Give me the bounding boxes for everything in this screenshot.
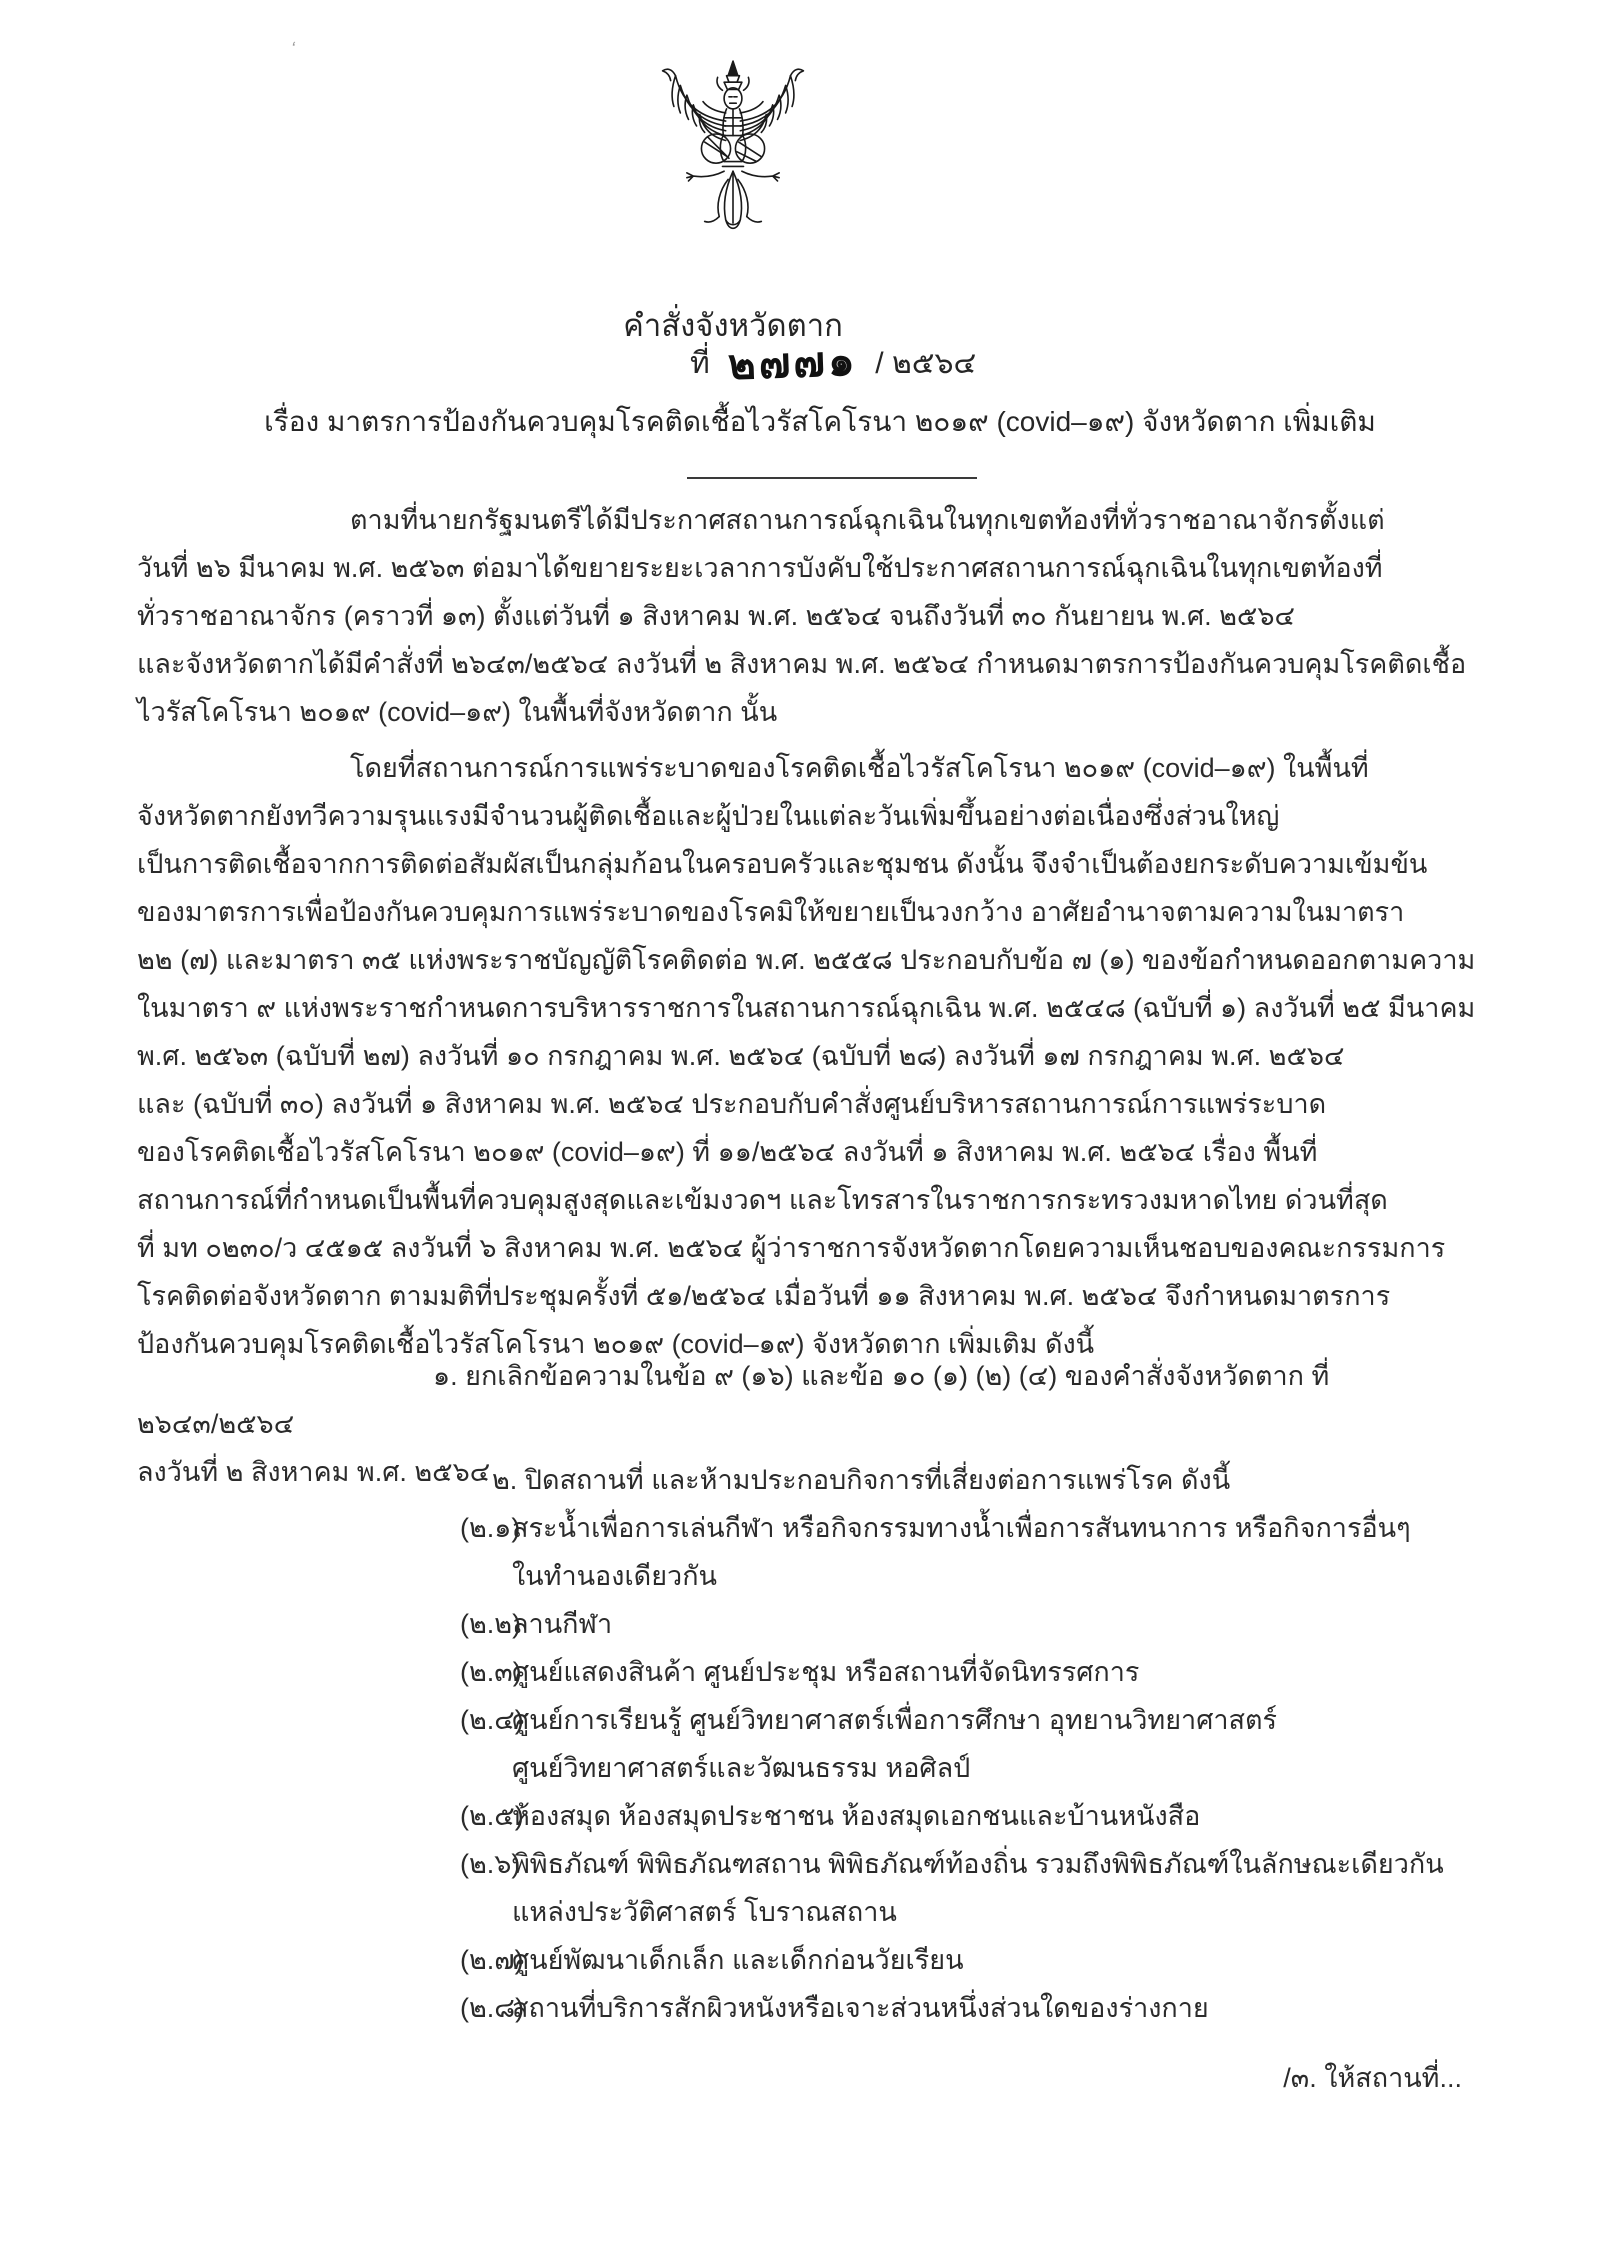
garuda-emblem: [648, 42, 818, 260]
list-item-text: แหล่งประวัติศาสตร์ โบราณสถาน: [512, 1897, 897, 1927]
list-item: [137, 1840, 1477, 1888]
text-line: ลงวันที่ ๒ สิงหาคม พ.ศ. ๒๕๖๔: [137, 1457, 491, 1487]
list-item: [137, 1648, 1477, 1696]
list-item: [137, 1696, 1477, 1744]
list-item: [137, 1792, 1477, 1840]
list-item-marker: (๒.๘): [460, 1993, 525, 2023]
continuation-footer: /๓. ให้สถานที่...: [1283, 2063, 1462, 2093]
list-item-text: ศูนย์วิทยาศาสตร์และวัฒนธรรม หอศิลป์: [512, 1753, 971, 1783]
list-item-text: ลานกีฬา: [512, 1609, 613, 1639]
text-line: โดยที่สถานการณ์การแพร่ระบาดของโรคติดเชื้อไวรัสโคโรนา ๒๐๑๙ (covid–๑๙) ในพื้นที่: [350, 753, 1369, 783]
order-item-2-sublist: [137, 1504, 1477, 2032]
list-item-marker: (๒.๔): [460, 1705, 524, 1735]
text-line: ของมาตรการเพื่อป้องกันควบคุมการแพร่ระบาดของโรคมิให้ขยายเป็นวงกว้าง อาศัยอำนาจตามความในมาตรา: [137, 897, 1405, 927]
list-item-text: ศูนย์พัฒนาเด็กเล็ก และเด็กก่อนวัยเรียน: [512, 1945, 964, 1975]
list-item-marker: (๒.๑): [460, 1513, 521, 1543]
list-item: [137, 1504, 1477, 1552]
list-item-marker: (๒.๓): [460, 1657, 522, 1687]
list-item-text: ในทำนองเดียวกัน: [512, 1561, 718, 1591]
list-item-text: ศูนย์การเรียนรู้ ศูนย์วิทยาศาสตร์เพื่อการศึกษา อุทยานวิทยาศาสตร์: [512, 1705, 1278, 1735]
list-item-text: สระน้ำเพื่อการเล่นกีฬา หรือกิจกรรมทางน้ำเพื่อการสันทนาการ หรือกิจการอื่นๆ: [512, 1513, 1411, 1543]
list-item: [137, 1936, 1477, 1984]
legal-basis-paragraph: [137, 744, 1477, 1368]
list-item-continuation: [137, 1552, 1477, 1600]
list-item-marker: (๒.๒): [460, 1609, 522, 1639]
text-line: ในมาตรา ๙ แห่งพระราชกำหนดการบริหารราชการในสถานการณ์ฉุกเฉิน พ.ศ. ๒๕๔๘ (ฉบับที่ ๑) ลงวันที่ ๒๕ มีนาคม: [137, 993, 1476, 1023]
order-item-2-header: ๒. ปิดสถานที่ และห้ามประกอบกิจการที่เสี่ยงต่อการแพร่โรค ดังนี้: [492, 1465, 1231, 1495]
list-item-continuation: [137, 1888, 1477, 1936]
text-line: ที่ มท ๐๒๓๐/ว ๔๕๑๕ ลงวันที่ ๖ สิงหาคม พ.ศ. ๒๕๖๔ ผู้ว่าราชการจังหวัดตากโดยความเห็นชอบของคณะกรรมการ: [137, 1233, 1446, 1263]
text-line: ไวรัสโคโรนา ๒๐๑๙ (covid–๑๙) ในพื้นที่จังหวัดตาก นั้น: [137, 697, 778, 727]
text-line: จังหวัดตากยังทวีความรุนแรงมีจำนวนผู้ติดเชื้อและผู้ป่วยในแต่ละวันเพิ่มขึ้นอย่างต่อเนื่องซึ่งส่วนใหญ่: [137, 801, 1280, 831]
text-line: และจังหวัดตากได้มีคำสั่งที่ ๒๖๔๓/๒๕๖๔ ลงวันที่ ๒ สิงหาคม พ.ศ. ๒๕๖๔ กำหนดมาตรการป้องกันควบคุมโรคติดเชื้อ: [137, 649, 1467, 679]
list-item-marker: (๒.๗): [460, 1945, 524, 1975]
opening-paragraph: [137, 496, 1477, 736]
text-line: และ (ฉบับที่ ๓๐) ลงวันที่ ๑ สิงหาคม พ.ศ. ๒๕๖๔ ประกอบกับคำสั่งศูนย์บริหารสถานการณ์การแพร่ระบาด: [137, 1089, 1327, 1119]
text-line: ของโรคติดเชื้อไวรัสโคโรนา ๒๐๑๙ (covid–๑๙) ที่ ๑๑/๒๕๖๔ ลงวันที่ ๑ สิงหาคม พ.ศ. ๒๕๖๔ เรื่อง พื้นที่: [137, 1137, 1318, 1167]
document-number-line: [690, 332, 976, 394]
list-item-marker: (๒.๕): [460, 1801, 524, 1831]
text-line: วันที่ ๒๖ มีนาคม พ.ศ. ๒๕๖๓ ต่อมาได้ขยายระยะเวลาการบังคับใช้ประกาศสถานการณ์ฉุกเฉินในทุกเขตท้องที่: [137, 553, 1383, 583]
list-item-text: ศูนย์แสดงสินค้า ศูนย์ประชุม หรือสถานที่จัดนิทรรศการ: [512, 1657, 1140, 1687]
text-line: โรคติดต่อจังหวัดตาก ตามมติที่ประชุมครั้งที่ ๕๑/๒๕๖๔ เมื่อวันที่ ๑๑ สิงหาคม พ.ศ. ๒๕๖๔ จึงกำหนดมาตรการ: [137, 1281, 1391, 1311]
text-line: ๑. ยกเลิกข้อความในข้อ ๙ (๑๖) และข้อ ๑๐ (๑) (๒) (๔) ของคำสั่งจังหวัดตาก ที่ ๒๖๔๓/๒๕๖๔: [137, 1361, 1330, 1439]
list-item-text: สถานที่บริการสักผิวหนังหรือเจาะส่วนหนึ่งส่วนใดของร่างกาย: [512, 1993, 1209, 2023]
handwritten-order-number: ๒๗๗๑: [726, 336, 859, 389]
scan-speck: ‘: [289, 37, 298, 59]
number-prefix: ที่: [690, 346, 710, 380]
list-item: [137, 1984, 1477, 2032]
list-item-text: ห้องสมุด ห้องสมุดประชาชน ห้องสมุดเอกชนและบ้านหนังสือ: [512, 1801, 1201, 1831]
number-year: / ๒๕๖๔: [875, 346, 977, 380]
list-item-continuation: [137, 1744, 1477, 1792]
document-subject: เรื่อง มาตรการป้องกันควบคุมโรคติดเชื้อไวรัสโคโรนา ๒๐๑๙ (covid–๑๙) จังหวัดตาก เพิ่มเติม: [264, 406, 1376, 437]
text-line: ทั่วราชอาณาจักร (คราวที่ ๑๓) ตั้งแต่วันที่ ๑ สิงหาคม พ.ศ. ๒๕๖๔ จนถึงวันที่ ๓๐ กันยายน พ.ศ. ๒๕๖๔: [137, 601, 1295, 631]
list-item: [137, 1600, 1477, 1648]
text-line: ตามที่นายกรัฐมนตรีได้มีประกาศสถานการณ์ฉุกเฉินในทุกเขตท้องที่ทั่วราชอาณาจักรตั้งแต่: [350, 505, 1385, 535]
text-line: พ.ศ. ๒๕๖๓ (ฉบับที่ ๒๗) ลงวันที่ ๑๐ กรกฎาคม พ.ศ. ๒๕๖๔ (ฉบับที่ ๒๘) ลงวันที่ ๑๗ กรกฎาคม พ.ศ. ๒๕๖๔: [137, 1041, 1345, 1071]
document-title: คำสั่งจังหวัดตาก: [623, 308, 843, 343]
text-line: สถานการณ์ที่กำหนดเป็นพื้นที่ควบคุมสูงสุดและเข้มงวดฯ และโทรสารในราชการกระทรวงมหาดไทย ด่วนที่สุด: [137, 1185, 1388, 1215]
text-line: ๒๒ (๗) และมาตรา ๓๕ แห่งพระราชบัญญัติโรคติดต่อ พ.ศ. ๒๕๕๘ ประกอบกับข้อ ๗ (๑) ของข้อกำหนดออกตามความ: [137, 945, 1476, 975]
text-line: ป้องกันควบคุมโรคติดเชื้อไวรัสโคโรนา ๒๐๑๙ (covid–๑๙) จังหวัดตาก เพิ่มเติม ดังนี้: [137, 1329, 1095, 1359]
text-line: เป็นการติดเชื้อจากการติดต่อสัมผัสเป็นกลุ่มก้อนในครอบครัวและชุมชน ดังนั้น จึงจำเป็นต้องยกระดับความเข้มข้น: [137, 849, 1428, 879]
list-item-text: พิพิธภัณฑ์ พิพิธภัณฑสถาน พิพิธภัณฑ์ท้องถิ่น รวมถึงพิพิธภัณฑ์ในลักษณะเดียวกัน: [512, 1849, 1444, 1879]
section-divider: [687, 477, 977, 479]
list-item-marker: (๒.๖): [460, 1849, 521, 1879]
